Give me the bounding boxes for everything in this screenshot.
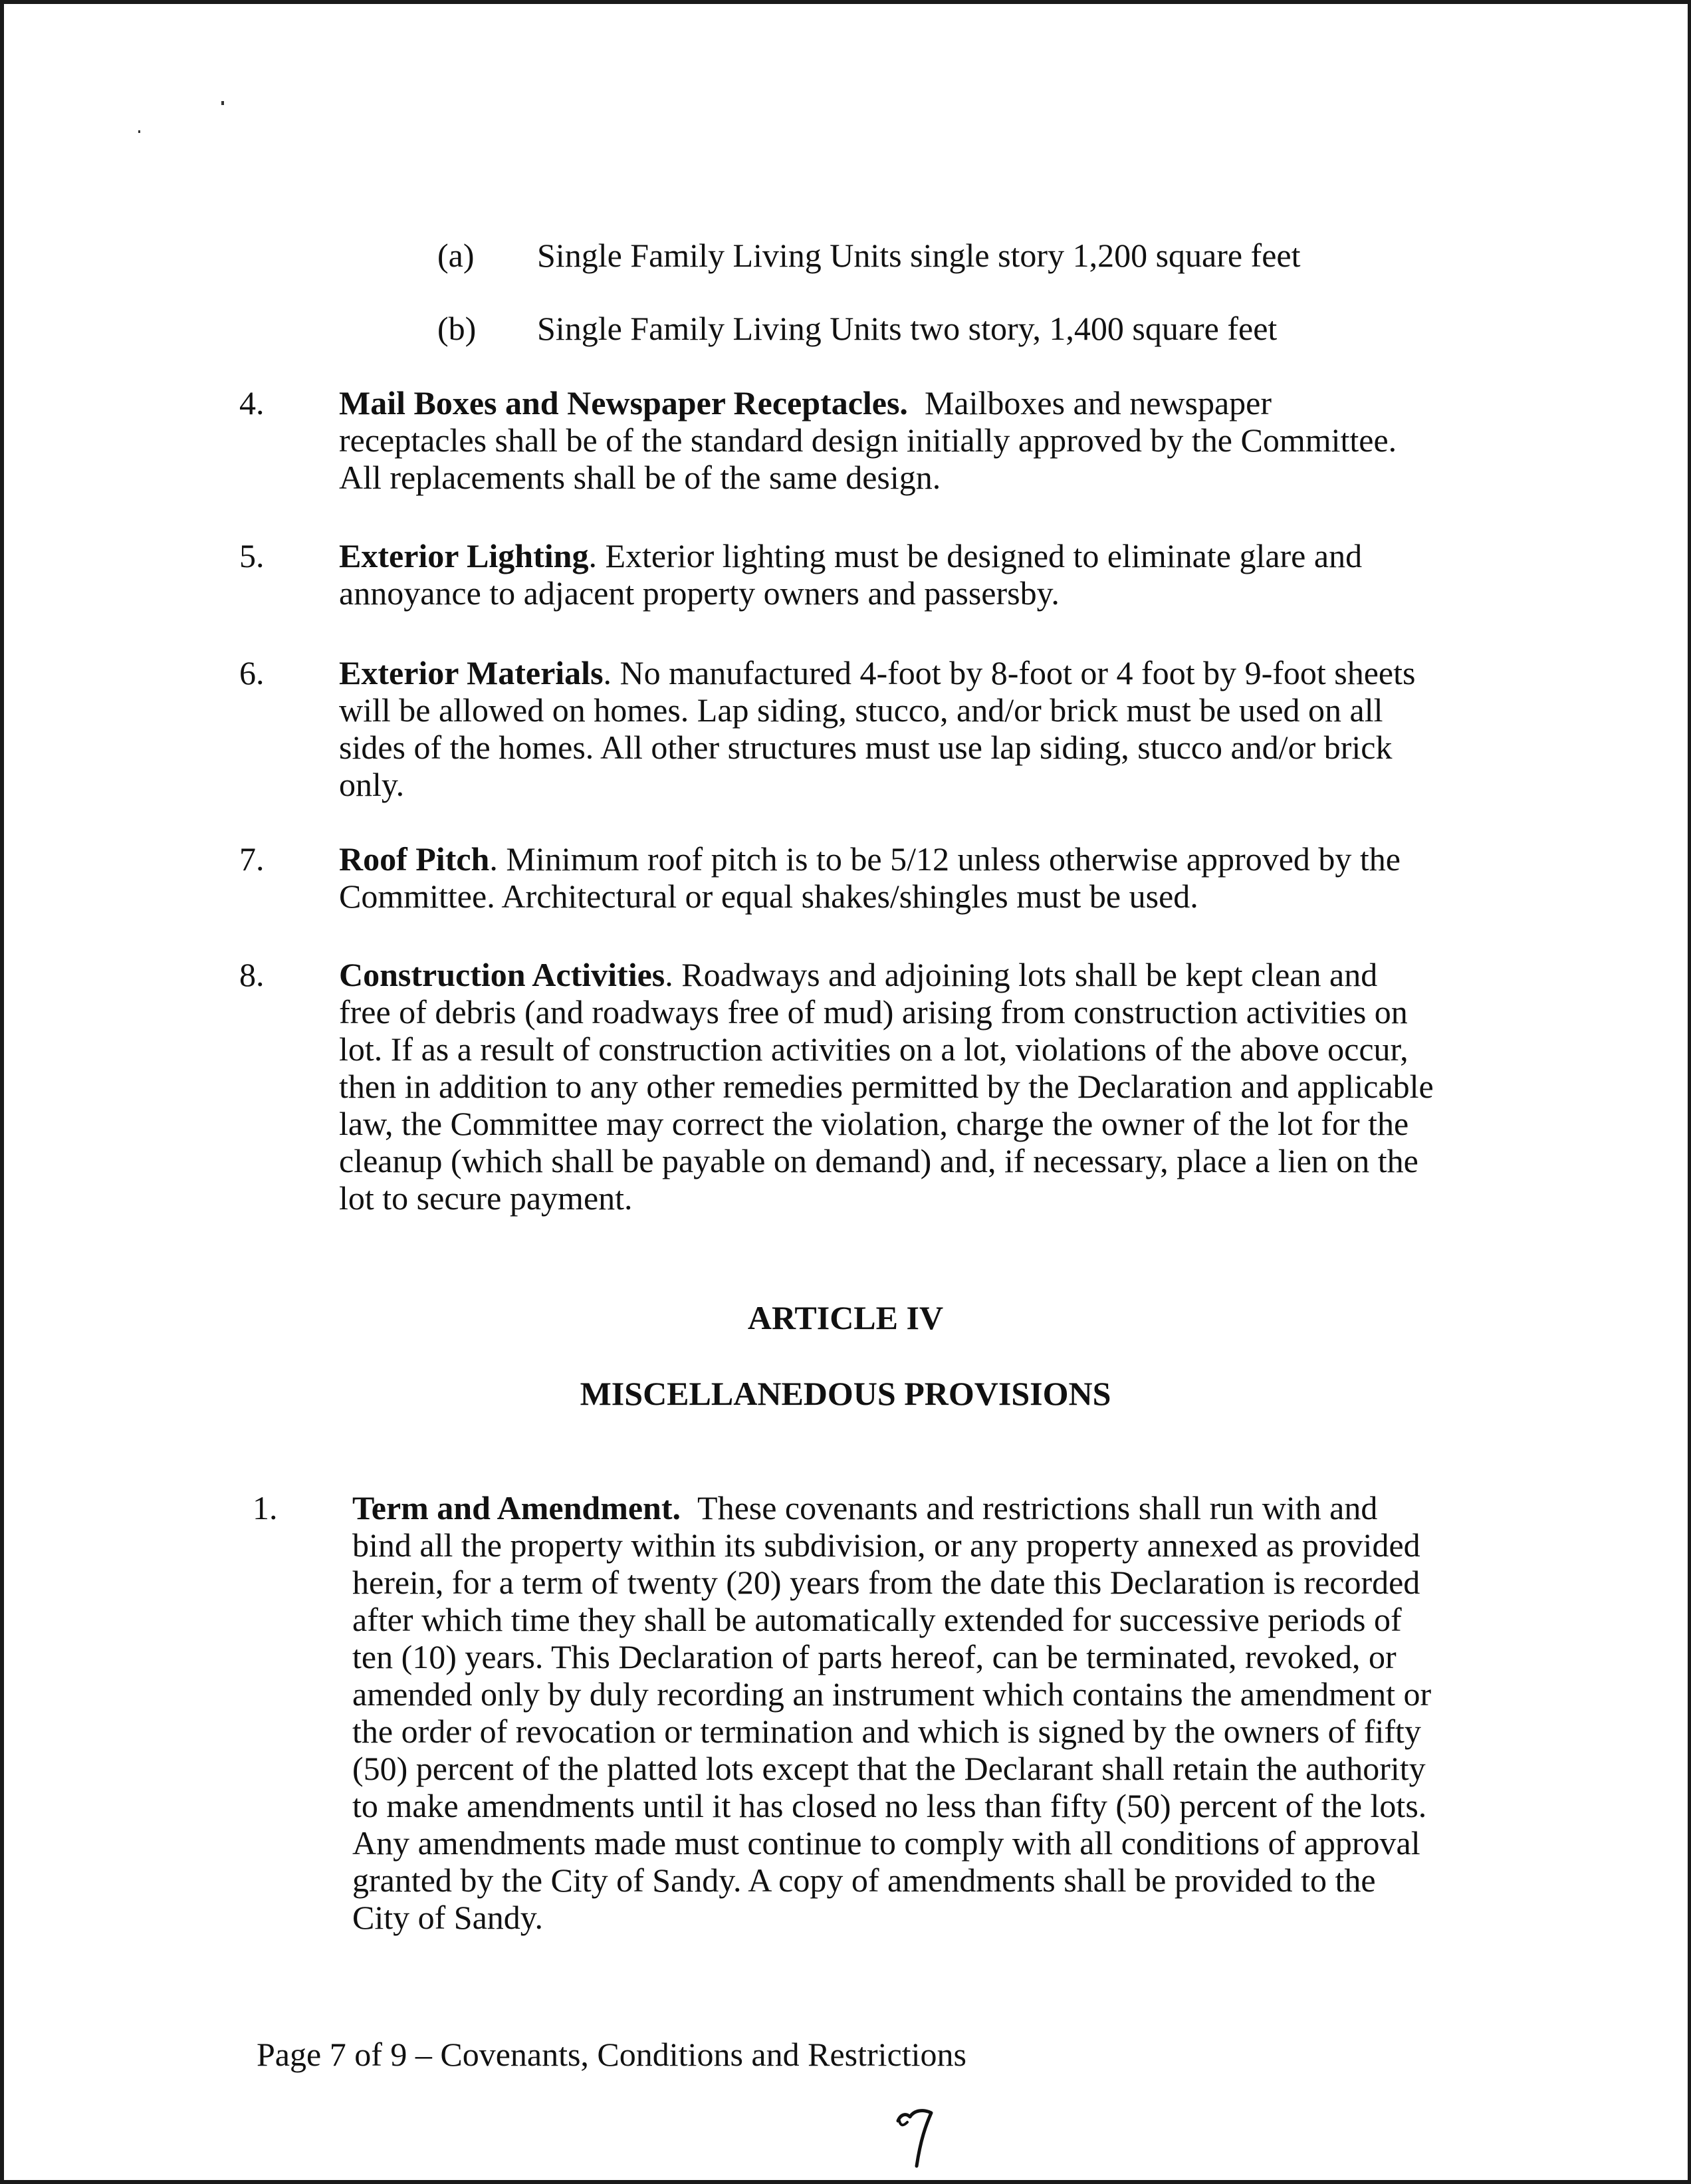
item-line: These covenants and restrictions shall run with and (697, 1489, 1378, 1526)
item-line: Committee. Architectural or equal shakes/shingles must be used. (339, 878, 1198, 915)
item-line: . No manufactured 4-foot by 8-foot or 4 foot by 9-foot sheets (603, 654, 1416, 691)
item-line: receptacles shall be of the standard design initially approved by the Committee. (339, 422, 1397, 459)
item-heading: Exterior Lighting (339, 537, 589, 574)
item-line: lot to secure payment. (339, 1179, 633, 1217)
item-heading: Roof Pitch (339, 840, 490, 878)
item-number: 5. (239, 537, 265, 574)
item-line: . Minimum roof pitch is to be 5/12 unless otherwise approved by the (489, 840, 1401, 878)
item-line: bind all the property within its subdivision, or any property annexed as provided (352, 1526, 1420, 1564)
item-line: City of Sandy. (352, 1899, 544, 1936)
item-line: annoyance to adjacent property owners and passersby. (339, 574, 1060, 612)
item-line: after which time they shall be automatically extended for successive periods of (352, 1601, 1402, 1638)
item-heading: Term and Amendment. (352, 1489, 681, 1526)
sub-item-text: Single Family Living Units single story 1,200 square feet (537, 237, 1301, 274)
handwritten-page-number (894, 2106, 937, 2170)
item-heading: Construction Activities (339, 956, 665, 993)
item-heading: Mail Boxes and Newspaper Receptacles. (339, 384, 908, 422)
item-line: the order of revocation or termination and which is signed by the owners of fifty (352, 1713, 1421, 1750)
item-line: to make amendments until it has closed no less than fifty (50) percent of the lots. (352, 1787, 1427, 1824)
item-line: will be allowed on homes. Lap siding, stucco, and/or brick must be used on all (339, 691, 1383, 729)
scan-border-bottom (0, 2180, 1691, 2184)
scan-border-left (0, 0, 4, 2184)
item-line: cleanup (which shall be payable on demand) and, if necessary, place a lien on the (339, 1142, 1418, 1179)
article-title: ARTICLE IV (747, 1299, 944, 1336)
item-number: 4. (239, 384, 265, 422)
sub-item-text: Single Family Living Units two story, 1,400 square feet (537, 310, 1278, 347)
scan-border-top (0, 0, 1691, 4)
item-line: Any amendments made must continue to comply with all conditions of approval (352, 1824, 1420, 1862)
sub-item-b (437, 310, 1277, 347)
item-line: Mailboxes and newspaper (924, 384, 1272, 422)
item-line: only. (339, 766, 405, 803)
item-number: 7. (239, 840, 265, 878)
scan-border-right (1688, 0, 1691, 2184)
item-number: 1. (253, 1489, 278, 1526)
item-line: herein, for a term of twenty (20) years from the date this Declaration is recorded (352, 1564, 1420, 1601)
item-line: lot. If as a result of construction activities on a lot, violations of the above occur, (339, 1031, 1409, 1068)
article-subtitle: MISCELLANEDOUS PROVISIONS (580, 1375, 1111, 1412)
item-line: . Roadways and adjoining lots shall be kept clean and (665, 956, 1378, 993)
item-line: ten (10) years. This Declaration of parts hereof, can be terminated, revoked, or (352, 1638, 1397, 1675)
item-line: sides of the homes. All other structures must use lap siding, stucco and/or brick (339, 729, 1393, 766)
sub-item-label: (a) (437, 237, 475, 274)
item-line: (50) percent of the platted lots except that the Declarant shall retain the authority (352, 1750, 1426, 1787)
item-heading: Exterior Materials (339, 654, 604, 691)
page-footer: Page 7 of 9 – Covenants, Conditions and Restrictions (257, 2036, 966, 2073)
item-line: then in addition to any other remedies permitted by the Declaration and applicable (339, 1068, 1434, 1105)
item-number: 8. (239, 956, 265, 993)
sub-item-a (437, 237, 1301, 274)
item-line: amended only by duly recording an instrument which contains the amendment or (352, 1675, 1432, 1713)
item-line: law, the Committee may correct the violation, charge the owner of the lot for the (339, 1105, 1409, 1142)
item-line: . Exterior lighting must be designed to eliminate glare and (588, 537, 1363, 574)
item-number: 6. (239, 654, 265, 691)
sub-item-label: (b) (437, 310, 477, 347)
item-line: All replacements shall be of the same design. (339, 459, 941, 496)
scan-speck (221, 101, 224, 105)
item-line: free of debris (and roadways free of mud) arising from construction activities on (339, 993, 1408, 1031)
item-line: granted by the City of Sandy. A copy of amendments shall be provided to the (352, 1862, 1376, 1899)
scan-speck (138, 130, 140, 133)
